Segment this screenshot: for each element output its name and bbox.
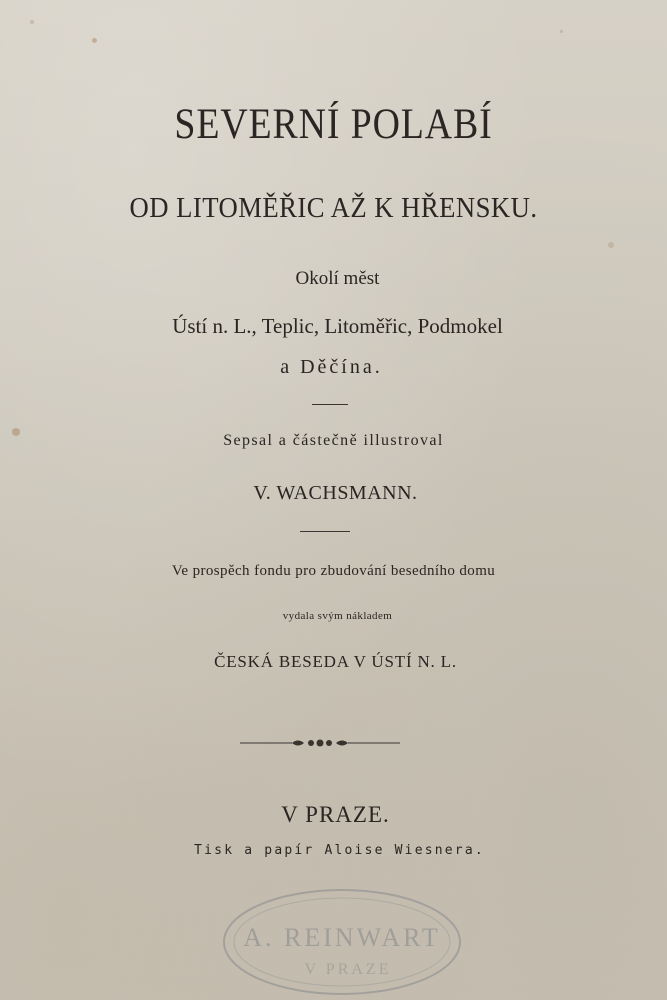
- printer-line: Tisk a papír Aloise Wiesnera.: [194, 843, 485, 858]
- stamp-line-2: V PRAZE: [304, 961, 392, 978]
- foxing-spot: [92, 38, 97, 43]
- cities-line-continued: a Děčína.: [280, 356, 383, 378]
- publisher-name: ČESKÁ BESEDA V ÚSTÍ N. L.: [214, 652, 457, 671]
- stamp-line-1: A. REINWART: [243, 923, 441, 952]
- foxing-spot: [30, 20, 34, 24]
- author-name: V. WACHSMANN.: [253, 482, 418, 504]
- foxing-spot: [560, 30, 563, 33]
- divider-rule: [312, 404, 348, 405]
- cities-line: Ústí n. L., Teplic, Litoměřic, Podmokel: [172, 314, 503, 338]
- ornament-divider-icon: [240, 734, 400, 752]
- divider-rule: [300, 531, 350, 532]
- purpose-line: Ve prospěch fondu pro zbudování besedního domu: [171, 563, 496, 579]
- book-subtitle: OD LITOMĚŘIC AŽ K HŘENSKU.: [129, 192, 538, 224]
- foxing-spot: [608, 242, 614, 248]
- area-intro: Okolí měst: [295, 268, 380, 289]
- published-by-line: vydala svým nákladem: [282, 610, 393, 622]
- bookseller-stamp: [212, 880, 472, 1000]
- book-title: SEVERNÍ POLABÍ: [174, 101, 493, 148]
- compiled-by-line: Sepsal a částečně illustroval: [223, 432, 444, 449]
- imprint-place: V PRAZE.: [281, 802, 390, 827]
